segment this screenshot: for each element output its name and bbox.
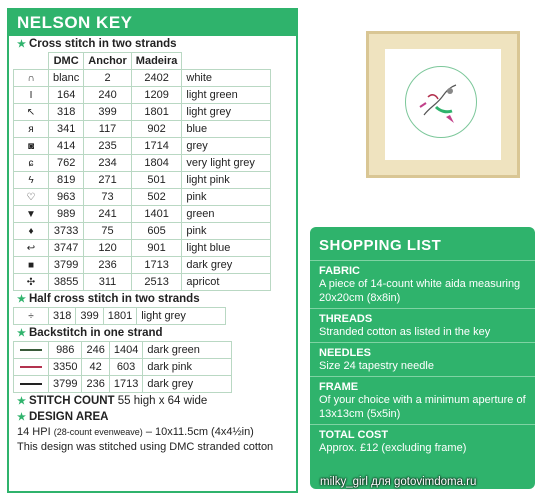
- watermark-text: milky_girl для gotovimdoma.ru: [320, 476, 477, 488]
- name-cell: dark grey: [143, 376, 232, 393]
- dmc-cell: 963: [49, 189, 84, 206]
- name-cell: light pink: [182, 172, 271, 189]
- table-row: [14, 342, 232, 359]
- table-row: [14, 189, 271, 206]
- anchor-cell: 117: [84, 121, 132, 138]
- dmc-cell: 318: [49, 308, 76, 325]
- thread-symbol-icon: ▼: [26, 209, 36, 220]
- table-row: [14, 87, 271, 104]
- symbol-cell: [14, 257, 49, 274]
- name-cell: grey: [182, 138, 271, 155]
- shopping-item-text: Size 24 tapestry needle: [319, 360, 434, 372]
- symbol-cell: [14, 155, 49, 172]
- dmc-cell: 986: [49, 342, 82, 359]
- anchor-cell: 246: [82, 342, 109, 359]
- madeira-cell: 1801: [131, 104, 182, 121]
- madeira-cell: 2402: [131, 70, 182, 87]
- symbol-cell: [14, 189, 49, 206]
- table-row: [14, 376, 232, 393]
- col-madeira: Madeira: [131, 53, 182, 70]
- star-icon: ★: [17, 294, 26, 305]
- name-cell: very light grey: [182, 155, 271, 172]
- framed-design-picture: [366, 31, 520, 178]
- dmc-cell: 762: [49, 155, 84, 172]
- thread-symbol-icon: ϟ: [28, 175, 34, 186]
- symbol-cell: [14, 138, 49, 155]
- dmc-cell: 819: [49, 172, 84, 189]
- thread-symbol-icon: ◙: [27, 141, 35, 152]
- shopping-item-heading: NEEDLES: [319, 347, 371, 359]
- table-row: [14, 138, 271, 155]
- dmc-cell: 318: [49, 104, 84, 121]
- symbol-cell: [14, 274, 49, 291]
- symbol-cell: [14, 172, 49, 189]
- shopping-item: [310, 424, 535, 458]
- shopping-item: [310, 342, 535, 376]
- anchor-cell: 236: [82, 376, 109, 393]
- name-cell: light blue: [182, 240, 271, 257]
- symbol-cell: [14, 206, 49, 223]
- nelson-key-panel: [7, 8, 298, 493]
- stitch-count: ★ STITCH COUNT 55 high x 64 wide: [17, 395, 208, 407]
- star-icon: ★: [17, 396, 26, 407]
- symbol-cell: [14, 87, 49, 104]
- name-cell: blue: [182, 121, 271, 138]
- anchor-cell: 311: [84, 274, 132, 291]
- section-backstitch: ★ Backstitch in one strand: [17, 327, 163, 339]
- name-cell: pink: [182, 189, 271, 206]
- dmc-cell: 3733: [49, 223, 84, 240]
- shopping-item: [310, 308, 535, 342]
- dmc-cell: 3799: [49, 376, 82, 393]
- table-row: [14, 257, 271, 274]
- half-cross-table: [13, 307, 226, 325]
- dmc-cell: 3350: [49, 359, 82, 376]
- madeira-cell: 1714: [131, 138, 182, 155]
- thread-symbol-icon: ∩: [27, 73, 35, 84]
- anchor-cell: 399: [76, 308, 103, 325]
- madeira-cell: 1713: [131, 257, 182, 274]
- table-row: [14, 359, 232, 376]
- name-cell: white: [182, 70, 271, 87]
- madeira-cell: 603: [109, 359, 142, 376]
- thread-symbol-icon: ÷: [28, 311, 34, 322]
- design-area-value: 14 HPI (28-count evenweave) – 10x11.5cm (4x4½in): [17, 426, 254, 438]
- shopping-item-text: Of your choice with a minimum aperture of 13x13cm (5x5in): [319, 394, 526, 420]
- star-icon: ★: [17, 412, 26, 423]
- thread-symbol-icon: ↩: [26, 243, 36, 254]
- madeira-cell: 901: [131, 240, 182, 257]
- col-anchor: Anchor: [84, 53, 132, 70]
- picture-mount: [385, 49, 501, 160]
- symbol-cell: [14, 70, 49, 87]
- dmc-cell: 3855: [49, 274, 84, 291]
- symbol-cell: [14, 342, 49, 359]
- thread-symbol-icon: ■: [27, 260, 35, 271]
- name-cell: dark green: [143, 342, 232, 359]
- madeira-cell: 1401: [131, 206, 182, 223]
- symbol-cell: [14, 104, 49, 121]
- anchor-cell: 399: [84, 104, 132, 121]
- symbol-cell: [14, 223, 49, 240]
- backstitch-line-icon: [20, 366, 42, 368]
- embroidery-circle: [405, 66, 477, 138]
- shopping-item: [310, 376, 535, 424]
- shopping-list-title: SHOPPING LIST: [319, 237, 442, 254]
- name-cell: apricot: [182, 274, 271, 291]
- shopping-item: [310, 260, 535, 308]
- table-row: [14, 223, 271, 240]
- anchor-cell: 73: [84, 189, 132, 206]
- anchor-cell: 75: [84, 223, 132, 240]
- dmc-cell: 989: [49, 206, 84, 223]
- madeira-cell: 1804: [131, 155, 182, 172]
- shopping-list-panel: [310, 227, 535, 489]
- dmc-cell: 341: [49, 121, 84, 138]
- dmc-cell: 414: [49, 138, 84, 155]
- col-dmc: DMC: [49, 53, 84, 70]
- name-cell: pink: [182, 223, 271, 240]
- star-icon: ★: [17, 39, 26, 50]
- symbol-cell: [14, 308, 49, 325]
- anchor-cell: 236: [84, 257, 132, 274]
- backstitch-line-icon: [20, 383, 42, 385]
- table-row: [14, 121, 271, 138]
- name-cell: dark pink: [143, 359, 232, 376]
- table-row: [14, 70, 271, 87]
- shopping-item-heading: FABRIC: [319, 265, 360, 277]
- table-row: [14, 155, 271, 172]
- backstitch-line-icon: [20, 349, 42, 351]
- madeira-cell: 1404: [109, 342, 142, 359]
- anchor-cell: 42: [82, 359, 109, 376]
- anchor-cell: 2: [84, 70, 132, 87]
- shopping-item-text: Stranded cotton as listed in the key: [319, 326, 491, 338]
- key-title: NELSON KEY: [9, 10, 296, 36]
- footer-note: This design was stitched using DMC stranded cotton: [17, 441, 274, 453]
- symbol-cell: [14, 240, 49, 257]
- symbol-cell: [14, 121, 49, 138]
- thread-symbol-icon: ɕ: [28, 158, 34, 169]
- dmc-cell: 3799: [49, 257, 84, 274]
- thread-symbol-icon: ✣: [26, 277, 36, 288]
- design-area-heading: ★ DESIGN AREA: [17, 411, 109, 423]
- madeira-cell: 501: [131, 172, 182, 189]
- shopping-item-text: A piece of 14-count white aida measuring 20x20cm (8x8in): [319, 278, 521, 304]
- madeira-cell: 1801: [103, 308, 136, 325]
- symbol-cell: [14, 376, 49, 393]
- table-row: [14, 308, 226, 325]
- table-row: [14, 274, 271, 291]
- name-cell: green: [182, 206, 271, 223]
- thread-symbol-icon: ♡: [26, 192, 36, 203]
- anchor-cell: 271: [84, 172, 132, 189]
- table-row: [14, 206, 271, 223]
- thread-symbol-icon: ↖: [26, 107, 36, 118]
- madeira-cell: 502: [131, 189, 182, 206]
- dmc-cell: 164: [49, 87, 84, 104]
- anchor-cell: 240: [84, 87, 132, 104]
- shopping-item-text: Approx. £12 (excluding frame): [319, 442, 467, 454]
- anchor-cell: 241: [84, 206, 132, 223]
- name-cell: dark grey: [182, 257, 271, 274]
- thread-symbol-icon: ♦: [28, 226, 34, 237]
- dmc-cell: 3747: [49, 240, 84, 257]
- name-cell: light green: [182, 87, 271, 104]
- table-header-row: [14, 53, 271, 70]
- madeira-cell: 1713: [109, 376, 142, 393]
- shopping-item-heading: FRAME: [319, 381, 359, 393]
- symbol-cell: [14, 359, 49, 376]
- madeira-cell: 2513: [131, 274, 182, 291]
- thread-symbol-icon: я: [28, 124, 34, 135]
- name-cell: light grey: [137, 308, 226, 325]
- table-row: [14, 104, 271, 121]
- madeira-cell: 605: [131, 223, 182, 240]
- backstitch-table: [13, 341, 232, 393]
- madeira-cell: 902: [131, 121, 182, 138]
- section-cross-stitch: ★ Cross stitch in two strands: [17, 38, 177, 50]
- madeira-cell: 1209: [131, 87, 182, 104]
- table-row: [14, 172, 271, 189]
- anchor-cell: 234: [84, 155, 132, 172]
- anchor-cell: 120: [84, 240, 132, 257]
- stitch-count-value: 55 high x 64 wide: [117, 395, 208, 407]
- dmc-cell: blanc: [49, 70, 84, 87]
- nelson-figure-icon: [406, 67, 476, 137]
- thread-symbol-icon: I: [29, 90, 33, 101]
- name-cell: light grey: [182, 104, 271, 121]
- shopping-item-heading: THREADS: [319, 313, 373, 325]
- table-row: [14, 240, 271, 257]
- shopping-item-heading: TOTAL COST: [319, 429, 389, 441]
- cross-stitch-table: [13, 52, 271, 291]
- star-icon: ★: [17, 328, 26, 339]
- section-half-cross: ★ Half cross stitch in two strands: [17, 293, 200, 305]
- anchor-cell: 235: [84, 138, 132, 155]
